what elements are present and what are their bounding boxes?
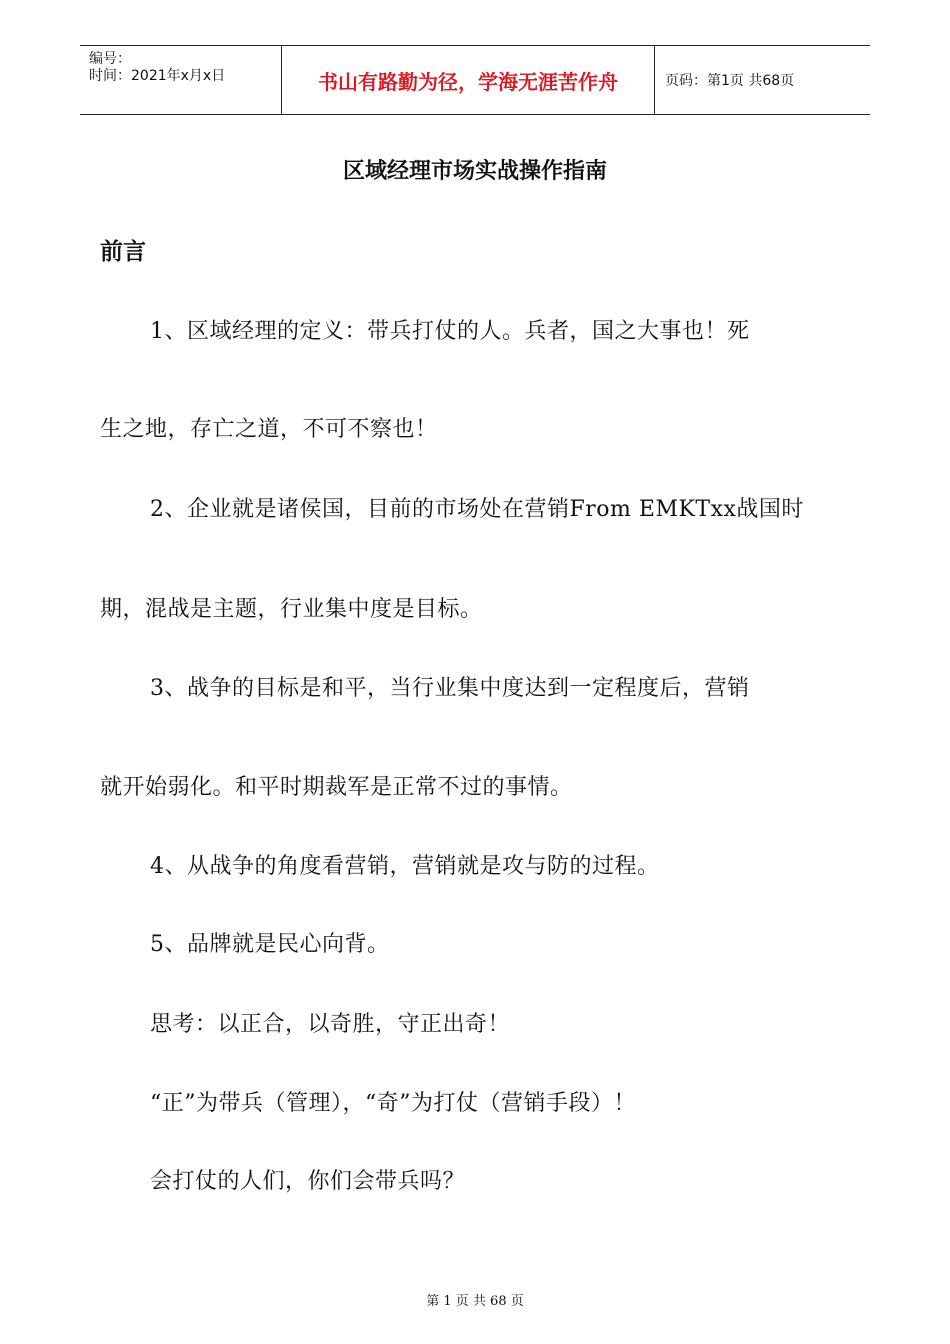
paragraph-line: 就开始弱化。和平时期裁军是正常不过的事情。 [100, 775, 573, 800]
header-meta-cell [80, 46, 282, 114]
paragraph-line: 4、从战争的角度看营销，营销就是攻与防的过程。 [150, 854, 660, 879]
header-table [80, 45, 870, 115]
time-label: 时间：2021年x月x日 [89, 68, 226, 84]
paragraph-line: “正”为带兵（管理），“奇”为打仗（营销手段）！ [150, 1091, 636, 1116]
paragraph-line: 会打仗的人们，你们会带兵吗？ [150, 1169, 466, 1194]
motto-cell [282, 46, 655, 114]
section-heading: 前言 [100, 239, 146, 265]
page-info-text: 页码：第1页 共68页 [665, 73, 795, 89]
paragraph-line: 2、企业就是诸侯国，目前的市场处在营销From EMKTxx战国时 [150, 497, 804, 522]
paragraph-line: 1、区域经理的定义：带兵打仗的人。兵者，国之大事也！死 [150, 319, 750, 344]
paragraph-line: 期，混战是主题，行业集中度是目标。 [100, 597, 483, 622]
document-title: 区域经理市场实战操作指南 [342, 159, 607, 184]
page-footer: 第 1 页 共 68 页 [426, 1294, 524, 1309]
paragraph-line: 生之地，存亡之道，不可不察也！ [100, 417, 438, 442]
paragraph-line: 5、品牌就是民心向背。 [150, 932, 390, 957]
paragraph-line: 思考：以正合，以奇胜，守正出奇！ [150, 1012, 511, 1037]
number-label: 编号： [89, 51, 131, 67]
motto-text: 书山有路勤为径，学海无涯苦作舟 [318, 69, 618, 94]
page-info-cell [655, 46, 870, 114]
paragraph-line: 3、战争的目标是和平，当行业集中度达到一定程度后，营销 [150, 676, 750, 701]
